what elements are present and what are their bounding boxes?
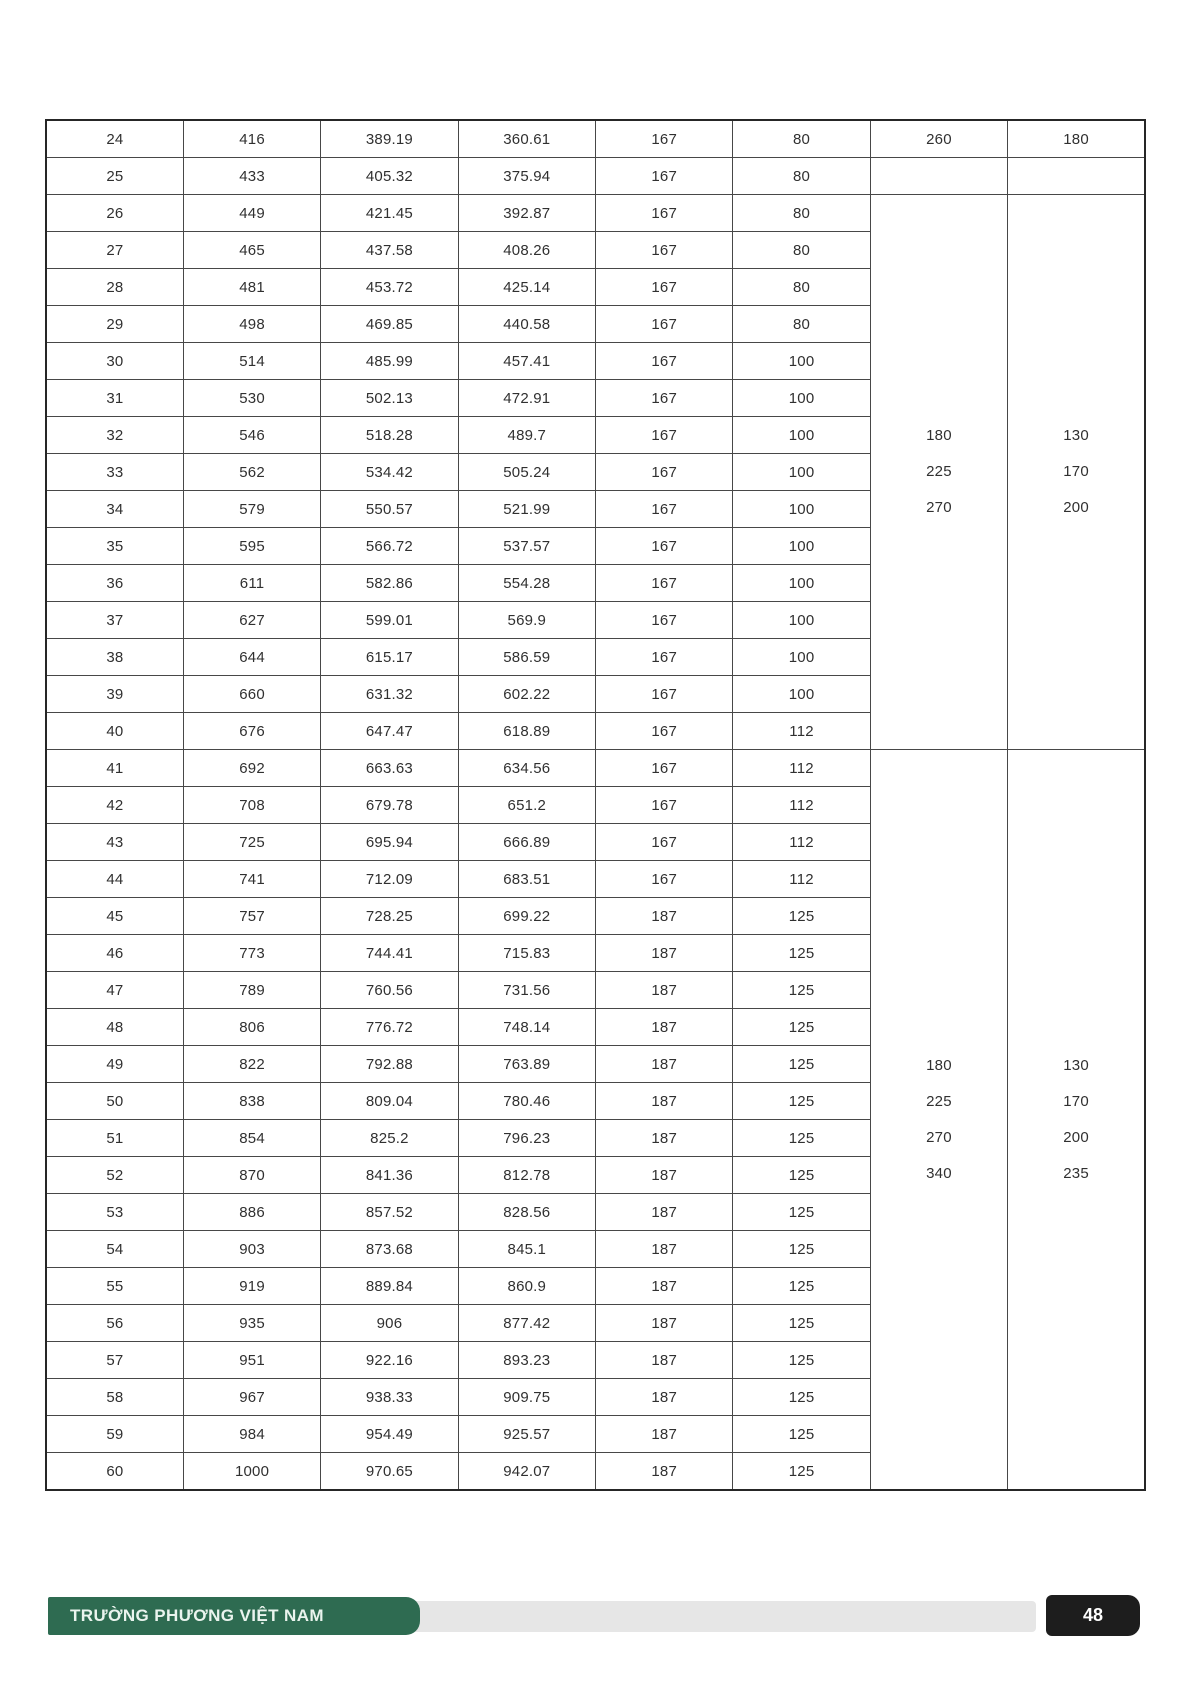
table-cell: 187 — [596, 1379, 733, 1416]
table-cell: 167 — [596, 454, 733, 491]
table-cell: 100 — [733, 565, 870, 602]
table-cell: 125 — [733, 1157, 870, 1194]
table-cell: 599.01 — [321, 602, 458, 639]
table-cell: 886 — [183, 1194, 320, 1231]
merged-cell-values — [871, 1048, 1007, 1192]
merged-table-cell — [1008, 195, 1145, 750]
merged-cell-value: 200 — [1063, 499, 1089, 516]
table-cell: 24 — [46, 120, 183, 158]
table-cell: 167 — [596, 158, 733, 195]
merged-cell-value: 270 — [926, 1128, 952, 1146]
table-cell: 634.56 — [458, 750, 595, 787]
table-cell: 45 — [46, 898, 183, 935]
table-cell: 615.17 — [321, 639, 458, 676]
merged-cell-value: 170 — [1063, 463, 1089, 480]
table-cell: 187 — [596, 1194, 733, 1231]
table-cell: 167 — [596, 861, 733, 898]
table-cell: 34 — [46, 491, 183, 528]
table-cell: 392.87 — [458, 195, 595, 232]
table-cell: 60 — [46, 1453, 183, 1491]
table-cell: 187 — [596, 1416, 733, 1453]
table-cell: 125 — [733, 1453, 870, 1491]
table-cell: 651.2 — [458, 787, 595, 824]
table-cell: 854 — [183, 1120, 320, 1157]
table-cell: 42 — [46, 787, 183, 824]
table-cell: 440.58 — [458, 306, 595, 343]
table-row — [46, 750, 1145, 787]
merged-table-cell — [870, 195, 1007, 750]
table-cell: 715.83 — [458, 935, 595, 972]
table-cell: 187 — [596, 1046, 733, 1083]
table-cell: 582.86 — [321, 565, 458, 602]
merged-cell-values — [1008, 418, 1144, 526]
table-cell: 405.32 — [321, 158, 458, 195]
table-cell: 112 — [733, 861, 870, 898]
table-cell: 32 — [46, 417, 183, 454]
table-cell: 579 — [183, 491, 320, 528]
table-cell: 893.23 — [458, 1342, 595, 1379]
brand-name: TRƯỜNG PHƯƠNG VIỆT NAM — [70, 1606, 324, 1625]
table-cell: 112 — [733, 787, 870, 824]
table-cell: 546 — [183, 417, 320, 454]
merged-cell-value: 200 — [1063, 1128, 1089, 1146]
table-cell: 167 — [596, 120, 733, 158]
table-cell: 375.94 — [458, 158, 595, 195]
table-cell: 187 — [596, 1157, 733, 1194]
table-cell: 100 — [733, 491, 870, 528]
table-cell: 100 — [733, 454, 870, 491]
table-cell: 125 — [733, 935, 870, 972]
table-cell: 39 — [46, 676, 183, 713]
table-cell: 187 — [596, 898, 733, 935]
table-cell: 100 — [733, 639, 870, 676]
table-cell: 660 — [183, 676, 320, 713]
table-cell: 35 — [46, 528, 183, 565]
table-cell: 449 — [183, 195, 320, 232]
table-cell: 55 — [46, 1268, 183, 1305]
table-cell: 741 — [183, 861, 320, 898]
table-cell: 909.75 — [458, 1379, 595, 1416]
merged-cell-value: 180 — [926, 427, 952, 444]
merged-table-cell — [1008, 750, 1145, 1491]
table-cell: 728.25 — [321, 898, 458, 935]
table-cell: 860.9 — [458, 1268, 595, 1305]
table-cell: 187 — [596, 1009, 733, 1046]
merged-cell-values — [1008, 1048, 1144, 1192]
table-cell: 389.19 — [321, 120, 458, 158]
table-cell: 530 — [183, 380, 320, 417]
merged-cell-values — [871, 418, 1007, 526]
table-cell: 167 — [596, 306, 733, 343]
table-cell: 187 — [596, 972, 733, 1009]
table-cell: 167 — [596, 195, 733, 232]
table-cell: 36 — [46, 565, 183, 602]
data-table — [45, 119, 1146, 1491]
table-cell: 870 — [183, 1157, 320, 1194]
table-cell: 167 — [596, 676, 733, 713]
table-cell: 80 — [733, 158, 870, 195]
table-cell: 812.78 — [458, 1157, 595, 1194]
table-cell: 187 — [596, 1453, 733, 1491]
table-cell: 187 — [596, 935, 733, 972]
table-cell: 167 — [596, 602, 733, 639]
table-cell: 903 — [183, 1231, 320, 1268]
table-cell: 666.89 — [458, 824, 595, 861]
table-cell: 502.13 — [321, 380, 458, 417]
table-cell: 1000 — [183, 1453, 320, 1491]
table-cell: 167 — [596, 232, 733, 269]
table-cell: 125 — [733, 1046, 870, 1083]
table-cell: 708 — [183, 787, 320, 824]
table-cell: 360.61 — [458, 120, 595, 158]
merged-cell-value: 270 — [926, 499, 952, 516]
table-cell: 453.72 — [321, 269, 458, 306]
table-cell: 56 — [46, 1305, 183, 1342]
table-cell: 514 — [183, 343, 320, 380]
table-cell: 167 — [596, 824, 733, 861]
table-cell: 125 — [733, 1379, 870, 1416]
table-cell: 167 — [596, 269, 733, 306]
table-cell: 647.47 — [321, 713, 458, 750]
table-cell: 776.72 — [321, 1009, 458, 1046]
table-cell: 676 — [183, 713, 320, 750]
table-cell: 125 — [733, 1342, 870, 1379]
table-cell: 167 — [596, 417, 733, 454]
table-cell: 457.41 — [458, 343, 595, 380]
table-cell: 167 — [596, 787, 733, 824]
merged-cell-value: 130 — [1063, 1056, 1089, 1074]
table-cell: 481 — [183, 269, 320, 306]
table-cell: 41 — [46, 750, 183, 787]
table-cell: 845.1 — [458, 1231, 595, 1268]
table-cell: 125 — [733, 1120, 870, 1157]
table-cell: 167 — [596, 380, 733, 417]
table-cell: 43 — [46, 824, 183, 861]
table-cell: 51 — [46, 1120, 183, 1157]
merged-table-cell — [870, 750, 1007, 1491]
table-row — [46, 120, 1145, 158]
table-cell: 49 — [46, 1046, 183, 1083]
table-cell: 857.52 — [321, 1194, 458, 1231]
table-cell: 554.28 — [458, 565, 595, 602]
table-cell: 984 — [183, 1416, 320, 1453]
table-cell: 100 — [733, 380, 870, 417]
table-cell: 763.89 — [458, 1046, 595, 1083]
merged-cell-value: 225 — [926, 463, 952, 480]
table-cell: 25 — [46, 158, 183, 195]
table-cell: 569.9 — [458, 602, 595, 639]
table-cell: 485.99 — [321, 343, 458, 380]
table-cell: 631.32 — [321, 676, 458, 713]
table-cell: 938.33 — [321, 1379, 458, 1416]
table-cell: 922.16 — [321, 1342, 458, 1379]
table-cell: 187 — [596, 1231, 733, 1268]
table-cell: 33 — [46, 454, 183, 491]
table-cell: 100 — [733, 343, 870, 380]
table-body — [46, 120, 1145, 1490]
table-cell: 838 — [183, 1083, 320, 1120]
merged-cell-value: 170 — [1063, 1092, 1089, 1110]
table-cell — [870, 158, 1007, 195]
table-cell: 48 — [46, 1009, 183, 1046]
table-cell: 187 — [596, 1342, 733, 1379]
table-cell: 187 — [596, 1083, 733, 1120]
table-cell: 789 — [183, 972, 320, 1009]
table-cell: 125 — [733, 1231, 870, 1268]
table-cell: 167 — [596, 713, 733, 750]
table-row — [46, 195, 1145, 232]
table-cell: 52 — [46, 1157, 183, 1194]
table-cell: 550.57 — [321, 491, 458, 528]
table-cell: 683.51 — [458, 861, 595, 898]
table-cell: 167 — [596, 639, 733, 676]
table-cell: 125 — [733, 1083, 870, 1120]
table-cell: 970.65 — [321, 1453, 458, 1491]
page-number-badge — [1046, 1595, 1140, 1636]
table-cell: 699.22 — [458, 898, 595, 935]
table-cell: 187 — [596, 1120, 733, 1157]
table-cell: 433 — [183, 158, 320, 195]
table-cell: 562 — [183, 454, 320, 491]
table-cell: 37 — [46, 602, 183, 639]
table-cell: 757 — [183, 898, 320, 935]
table-cell: 80 — [733, 306, 870, 343]
table-cell: 125 — [733, 898, 870, 935]
table-cell: 112 — [733, 824, 870, 861]
table-cell: 731.56 — [458, 972, 595, 1009]
table-cell: 125 — [733, 1305, 870, 1342]
table-cell: 663.63 — [321, 750, 458, 787]
table-cell: 31 — [46, 380, 183, 417]
table-cell: 889.84 — [321, 1268, 458, 1305]
table-cell: 421.45 — [321, 195, 458, 232]
table-cell: 489.7 — [458, 417, 595, 454]
table-cell: 465 — [183, 232, 320, 269]
table-cell: 518.28 — [321, 417, 458, 454]
table-cell: 469.85 — [321, 306, 458, 343]
table-cell: 841.36 — [321, 1157, 458, 1194]
table-cell: 29 — [46, 306, 183, 343]
table-cell: 586.59 — [458, 639, 595, 676]
table-cell: 408.26 — [458, 232, 595, 269]
table-cell: 50 — [46, 1083, 183, 1120]
table-cell: 187 — [596, 1268, 733, 1305]
table-cell: 627 — [183, 602, 320, 639]
table-cell: 822 — [183, 1046, 320, 1083]
table-cell: 416 — [183, 120, 320, 158]
table-cell: 125 — [733, 1009, 870, 1046]
table-cell: 167 — [596, 491, 733, 528]
table-cell: 47 — [46, 972, 183, 1009]
table-cell: 125 — [733, 1268, 870, 1305]
merged-cell-value: 180 — [926, 1056, 952, 1074]
table-cell: 80 — [733, 269, 870, 306]
table-cell: 521.99 — [458, 491, 595, 528]
table-cell: 595 — [183, 528, 320, 565]
table-cell: 967 — [183, 1379, 320, 1416]
table-cell: 53 — [46, 1194, 183, 1231]
table-cell: 695.94 — [321, 824, 458, 861]
table-cell: 873.68 — [321, 1231, 458, 1268]
table-cell: 112 — [733, 750, 870, 787]
table-cell: 809.04 — [321, 1083, 458, 1120]
table-cell: 59 — [46, 1416, 183, 1453]
table-cell: 906 — [321, 1305, 458, 1342]
table-cell: 80 — [733, 195, 870, 232]
table-cell: 125 — [733, 1416, 870, 1453]
table-cell: 30 — [46, 343, 183, 380]
table-cell: 773 — [183, 935, 320, 972]
table-cell: 27 — [46, 232, 183, 269]
table-cell: 187 — [596, 1305, 733, 1342]
table-cell: 100 — [733, 417, 870, 454]
table-cell: 566.72 — [321, 528, 458, 565]
table-cell: 425.14 — [458, 269, 595, 306]
table-cell: 40 — [46, 713, 183, 750]
table-cell: 602.22 — [458, 676, 595, 713]
table-cell: 744.41 — [321, 935, 458, 972]
table-cell: 38 — [46, 639, 183, 676]
table-cell: 100 — [733, 528, 870, 565]
table-cell: 618.89 — [458, 713, 595, 750]
table-cell: 951 — [183, 1342, 320, 1379]
table-cell: 725 — [183, 824, 320, 861]
merged-cell-value: 130 — [1063, 427, 1089, 444]
table-cell: 925.57 — [458, 1416, 595, 1453]
table-cell: 437.58 — [321, 232, 458, 269]
table-cell: 935 — [183, 1305, 320, 1342]
table-cell: 167 — [596, 565, 733, 602]
table-cell — [1008, 158, 1145, 195]
table-cell: 828.56 — [458, 1194, 595, 1231]
table-cell: 954.49 — [321, 1416, 458, 1453]
table-cell: 796.23 — [458, 1120, 595, 1157]
brand-banner — [48, 1597, 420, 1635]
table-cell: 692 — [183, 750, 320, 787]
table-cell: 780.46 — [458, 1083, 595, 1120]
table-cell: 28 — [46, 269, 183, 306]
table-cell: 919 — [183, 1268, 320, 1305]
table-cell: 877.42 — [458, 1305, 595, 1342]
table-cell: 80 — [733, 120, 870, 158]
table-cell: 44 — [46, 861, 183, 898]
table-cell: 26 — [46, 195, 183, 232]
table-cell: 80 — [733, 232, 870, 269]
table-cell: 125 — [733, 1194, 870, 1231]
table-cell: 100 — [733, 602, 870, 639]
table-cell: 112 — [733, 713, 870, 750]
table-cell: 100 — [733, 676, 870, 713]
table-cell: 167 — [596, 750, 733, 787]
table-cell: 806 — [183, 1009, 320, 1046]
table-cell: 167 — [596, 343, 733, 380]
merged-cell-value: 225 — [926, 1092, 952, 1110]
table-cell: 505.24 — [458, 454, 595, 491]
table-cell: 58 — [46, 1379, 183, 1416]
table-cell: 167 — [596, 528, 733, 565]
table-cell: 125 — [733, 972, 870, 1009]
table-cell: 537.57 — [458, 528, 595, 565]
table-cell: 825.2 — [321, 1120, 458, 1157]
merged-cell-value: 235 — [1063, 1164, 1089, 1182]
table-row — [46, 158, 1145, 195]
table-cell: 46 — [46, 935, 183, 972]
table-cell: 611 — [183, 565, 320, 602]
table-cell: 748.14 — [458, 1009, 595, 1046]
table-cell: 760.56 — [321, 972, 458, 1009]
table-cell: 57 — [46, 1342, 183, 1379]
table-cell: 644 — [183, 639, 320, 676]
merged-cell-value: 340 — [926, 1164, 952, 1182]
table-cell: 679.78 — [321, 787, 458, 824]
page-number: 48 — [1082, 1605, 1104, 1625]
table-cell: 180 — [1008, 120, 1145, 158]
table-cell: 942.07 — [458, 1453, 595, 1491]
table-cell: 712.09 — [321, 861, 458, 898]
table-cell: 260 — [870, 120, 1007, 158]
table-cell: 54 — [46, 1231, 183, 1268]
table-cell: 498 — [183, 306, 320, 343]
table-cell: 534.42 — [321, 454, 458, 491]
table-cell: 792.88 — [321, 1046, 458, 1083]
table-cell: 472.91 — [458, 380, 595, 417]
